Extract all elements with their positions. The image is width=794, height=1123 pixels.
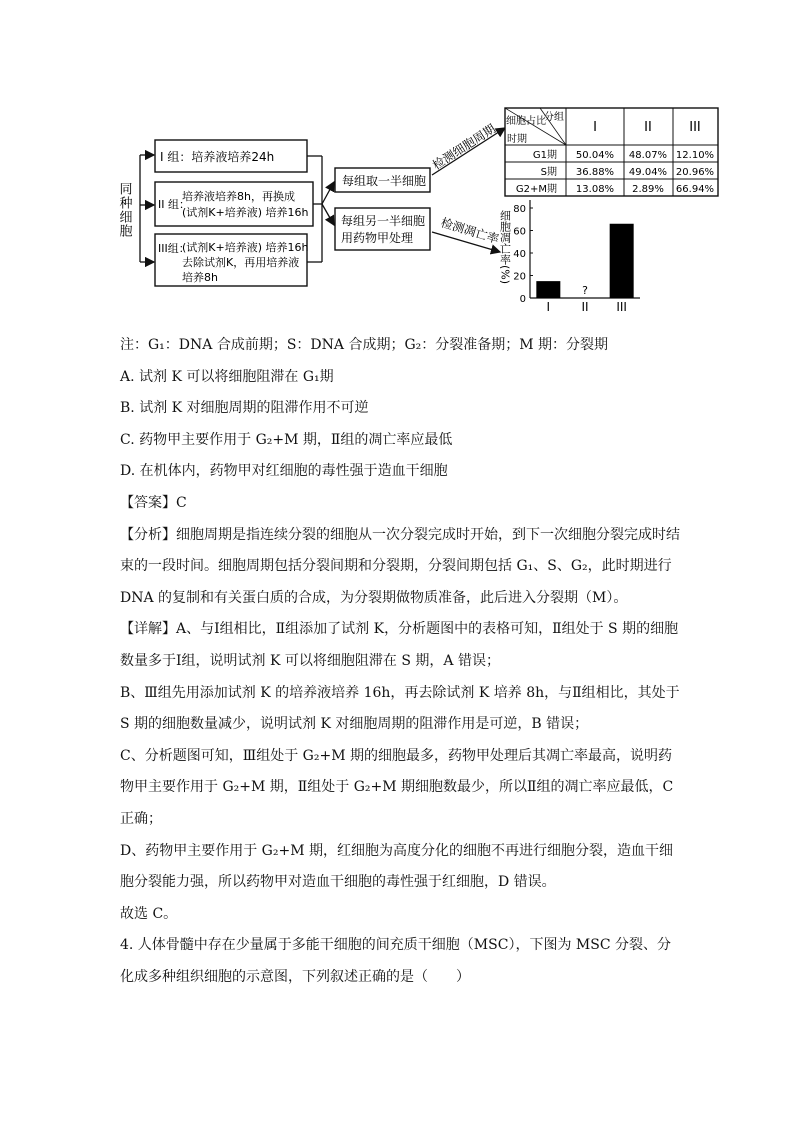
answer: 【答案】C	[120, 494, 187, 511]
svg-text:50.04%: 50.04%	[575, 150, 615, 161]
cell-cycle-table	[505, 108, 718, 196]
detail-c: C、分析题图可知，Ⅲ组处于 G₂+M 期的细胞最多，药物甲处理后其凋亡率最高，说明药物甲主要作用于 G₂+M 期，Ⅱ组处于 G₂+M 期细胞数最少，所以Ⅱ组的凋亡率应最低，C 正确；	[120, 747, 674, 827]
x-tick-label: I	[546, 300, 551, 314]
table-col-2: II	[644, 120, 652, 135]
detect-death-label: 检测凋亡率	[439, 215, 501, 247]
half-cells-text: 每组取一半细胞	[342, 174, 427, 188]
group3-text-3: 培养8h	[182, 271, 218, 284]
analysis: 【分析】细胞周期是指连续分裂的细胞从一次分裂完成时开始，到下一次细胞分裂完成时结束的一段时间。细胞周期包括分裂间期和分裂期，分裂间期包括 G₁、S、G₂，此时期进行 DNA 的复制和有关蛋白质的合成，为分裂期做物质准备，此后进入分裂期（M）。	[120, 526, 680, 606]
option-b: B. 试剂 K 对细胞周期的阻滞作用不可逆	[120, 400, 369, 417]
y-tick-label: 60	[513, 226, 526, 238]
svg-text:49.04%: 49.04%	[628, 167, 668, 178]
y-axis-label: 细胞凋亡率(%)	[498, 210, 512, 285]
detect-cycle-label: 检测细胞周期	[430, 121, 499, 173]
group2-text-1: 培养液培养8h，再换成	[182, 190, 295, 203]
detail-a: 【详解】A、与Ⅰ组相比，Ⅱ组添加了试剂 K，分析题图中的表格可知，Ⅱ组处于 S 期的细胞数量多于Ⅰ组，说明试剂 K 可以将细胞阻滞在 S 期，A 错误；	[120, 621, 679, 669]
svg-text:III组：: III组：	[158, 242, 190, 255]
x-tick-label: III	[616, 300, 627, 314]
table-col-3: III	[689, 120, 701, 135]
bar-I	[536, 281, 560, 298]
y-tick-label: 0	[519, 294, 526, 305]
svg-text:II 组：: II 组：	[158, 198, 190, 211]
svg-text:细胞占比: 细胞占比	[506, 116, 546, 127]
option-d: D. 在机体内，药物甲对红细胞的毒性强于造血干细胞	[120, 463, 448, 480]
figure-note: 注：G₁：DNA 合成前期；S：DNA 合成期；G₂：分裂准备期；M 期：分裂期	[120, 337, 609, 353]
svg-text:20.96%: 20.96%	[675, 167, 715, 178]
svg-text:48.07%: 48.07%	[628, 150, 668, 161]
side-label: 同种细胞	[116, 182, 132, 238]
table-row-phase: G1期	[532, 150, 557, 161]
svg-text:时期: 时期	[507, 134, 527, 145]
option-c: C. 药物甲主要作用于 G₂+M 期，Ⅱ组的凋亡率应最低	[120, 431, 453, 448]
table-row-phase: S期	[540, 167, 557, 178]
group3-text-1: (试剂K+培养液) 培养16h	[182, 241, 309, 254]
group2-text-2: (试剂K+培养液) 培养16h	[182, 206, 309, 219]
group1-text: I 组：培养液培养24h	[160, 150, 275, 164]
table-row-phase: G2+M期	[515, 184, 557, 195]
option-a: A. 试剂 K 可以将细胞阻滞在 G₁期	[120, 368, 334, 385]
drug-treatment-text-2: 用药物甲处理	[341, 231, 414, 245]
conclusion: 故选 C。	[120, 905, 178, 922]
svg-text:13.08%: 13.08%	[575, 184, 615, 195]
group3-text-2: 去除试剂K，再用培养液	[182, 256, 300, 269]
drug-treatment-text-1: 每组另一半细胞	[341, 214, 426, 228]
svg-text:66.94%: 66.94%	[675, 184, 715, 195]
bar-unknown-label: ?	[582, 284, 588, 297]
svg-text:36.88%: 36.88%	[575, 167, 615, 178]
y-tick-label: 40	[513, 249, 526, 260]
svg-text:分组: 分组	[544, 112, 564, 123]
svg-text:12.10%: 12.10%	[675, 150, 715, 161]
detail-d: D、药物甲主要作用于 G₂+M 期，红细胞为高度分化的细胞不再进行细胞分裂，造血干细胞分裂能力强，所以药物甲对造血干细胞的毒性强于红细胞，D 错误。	[120, 842, 673, 891]
question-4: 4. 人体骨髓中存在少量属于多能干细胞的间充质干细胞（MSC），下图为 MSC 分裂、分化成多种组织细胞的示意图，下列叙述正确的是（ ）	[120, 937, 671, 985]
bar-III	[610, 224, 634, 298]
detail-b: B、Ⅲ组先用添加试剂 K 的培养液培养 16h，再去除试剂 K 培养 8h，与Ⅱ组相比，其处于 S 期的细胞数量减少，说明试剂 K 对细胞周期的阻滞作用是可逆，B 错误；	[120, 684, 680, 733]
apoptosis-chart	[499, 200, 641, 314]
experiment-figure	[0, 0, 794, 330]
y-tick-label: 80	[513, 204, 526, 215]
x-tick-label: II	[581, 300, 589, 314]
y-tick-label: 20	[513, 271, 526, 283]
svg-text:2.89%: 2.89%	[632, 184, 664, 195]
table-col-1: I	[593, 120, 597, 135]
question-text	[120, 330, 680, 993]
